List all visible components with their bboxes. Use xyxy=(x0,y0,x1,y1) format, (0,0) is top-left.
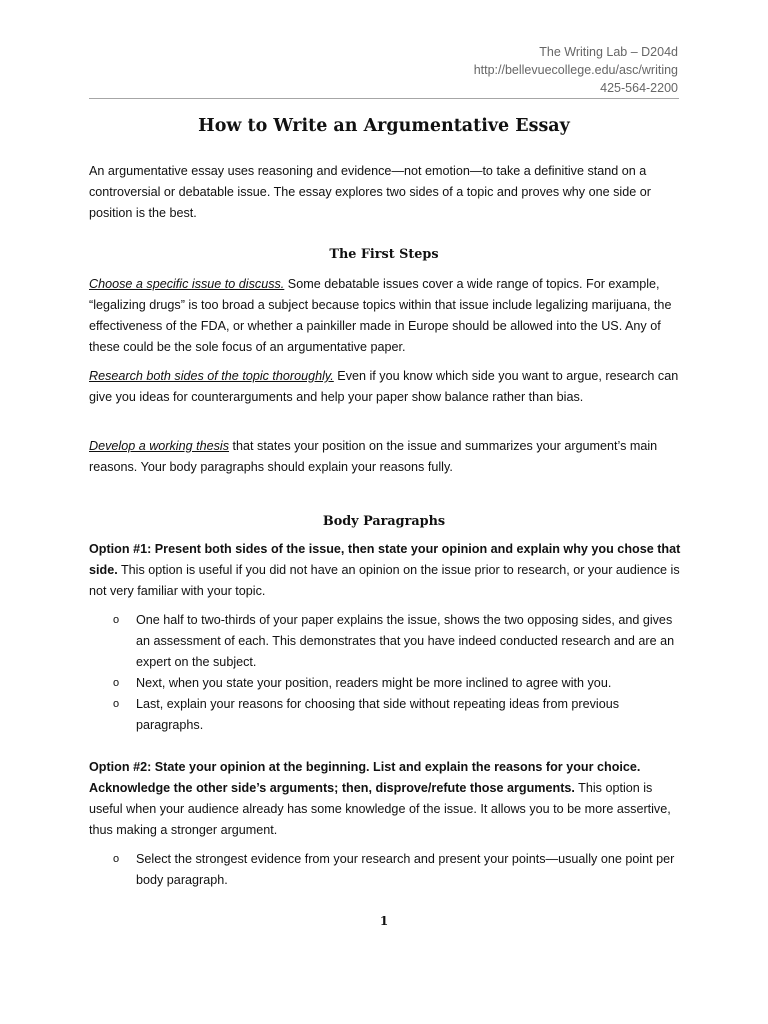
option1-text: This option is useful if you did not have an opinion on the issue prior to research, or your audience is not very familiar with your topic. xyxy=(89,563,680,598)
section-heading-body-paragraphs: Body Paragraphs xyxy=(322,514,446,529)
option1-bold: Option #1: Present both sides of the issue, then state your opinion and explain why you chose that side. xyxy=(89,542,681,577)
page-number: 1 xyxy=(379,914,389,928)
second-step-paragraph xyxy=(89,366,689,408)
second-step-lead: Research both sides of the topic thoroughly. xyxy=(89,369,334,383)
third-step-lead: Develop a working thesis xyxy=(89,439,230,453)
list-item xyxy=(113,673,683,694)
first-step-paragraph xyxy=(89,274,689,358)
page-title: How to Write an Argumentative Essay xyxy=(198,116,570,136)
bullet-marker-icon: o xyxy=(113,698,120,710)
option2-bold: Option #2: State your opinion at the beginning. List and explain the reasons for your choice. Acknowledge the other side’s arguments; then, disprove/refute those arguments. xyxy=(89,760,641,795)
first-step-text: Some debatable issues cover a wide range of topics. For example, “legalizing drugs” is too broad a subject because topics within that issue include legalizing marijuana, the effectiveness of the FDA, or whether a painkiller made in Europe should be allowed into the US. Any of these could be the sole focus of an argumentative paper. xyxy=(89,277,672,354)
header-phone: 425-564-2200 xyxy=(600,81,678,95)
first-step-lead: Choose a specific issue to discuss. xyxy=(89,277,285,291)
bullet-text: One half to two-thirds of your paper explains the issue, shows the two opposing sides, and gives an assessment of each. This demonstrates that you have indeed conducted research and are an expert on the subject. xyxy=(136,613,675,669)
page-header xyxy=(474,43,678,97)
option1-bullet-list xyxy=(113,610,683,736)
third-step-text: that states your position on the issue and summarizes your argument’s main reasons. Your body paragraphs should explain your reasons fully. xyxy=(89,439,658,474)
third-step-paragraph xyxy=(89,436,689,478)
option2-paragraph xyxy=(89,757,689,841)
section-heading-first-steps: The First Steps xyxy=(329,247,439,262)
bullet-marker-icon: o xyxy=(113,853,120,865)
list-item xyxy=(113,610,683,673)
header-lab-name: The Writing Lab – D204d xyxy=(539,45,678,59)
option2-text: This option is useful when your audience already has some knowledge of the issue. It allows you to be more assertive, thus making a stronger argument. xyxy=(89,781,671,837)
option2-bullet-list xyxy=(113,849,683,891)
bullet-text: Last, explain your reasons for choosing that side without repeating ideas from previous paragraphs. xyxy=(136,697,620,732)
second-step-text: Even if you know which side you want to argue, research can give you ideas for counterarguments and help your paper show balance rather than bias. xyxy=(89,369,679,404)
list-item xyxy=(113,694,683,736)
bullet-marker-icon: o xyxy=(113,614,120,626)
header-url[interactable]: http://bellevuecollege.edu/asc/writing xyxy=(473,63,678,77)
intro-paragraph: An argumentative essay uses reasoning and evidence—not emotion—to take a definitive stand on a controversial or debatable issue. The essay explores two sides of a topic and proves why one side or position is the best. xyxy=(89,164,651,220)
bullet-text: Select the strongest evidence from your research and present your points—usually one point per body paragraph. xyxy=(136,852,675,887)
option1-paragraph xyxy=(89,539,689,602)
bullet-text: Next, when you state your position, readers might be more inclined to agree with you. xyxy=(136,676,612,690)
list-item xyxy=(113,849,683,891)
bullet-marker-icon: o xyxy=(113,677,120,689)
header-divider xyxy=(89,98,679,99)
